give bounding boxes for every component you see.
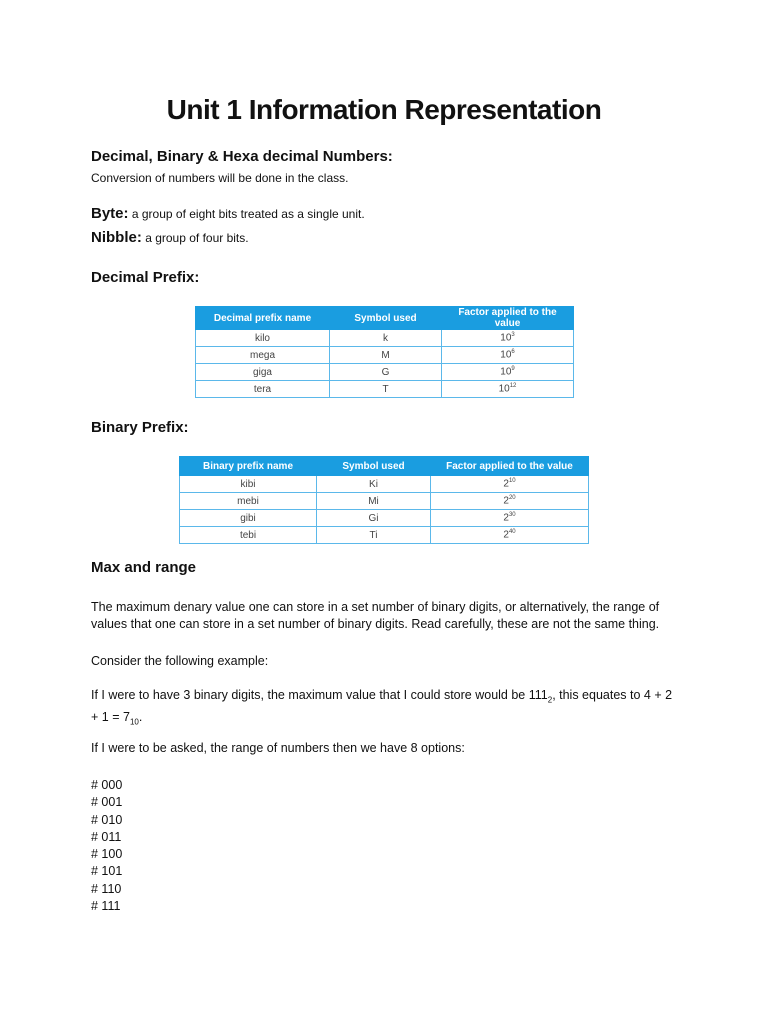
prefix-name-cell: giga bbox=[196, 364, 330, 381]
base-2-subscript: 2 bbox=[547, 695, 553, 705]
factor-base: 10 bbox=[498, 383, 510, 395]
symbol-cell: Ki bbox=[317, 476, 431, 493]
factor-cell bbox=[442, 381, 574, 398]
factor-base: 10 bbox=[500, 366, 512, 378]
nibble-text: a group of four bits. bbox=[145, 231, 249, 245]
symbol-cell: M bbox=[330, 347, 442, 364]
factor-base: 10 bbox=[500, 349, 512, 361]
column-header: Factor applied to the value bbox=[442, 307, 574, 330]
decimal-prefix-table bbox=[195, 306, 574, 398]
range-intro: If I were to be asked, the range of numbers then we have 8 options: bbox=[91, 741, 465, 755]
table-row bbox=[180, 510, 589, 527]
prefix-name-cell: tebi bbox=[180, 527, 317, 544]
max-range-paragraph: The maximum denary value one can store in a set number of binary digits, or alternatively, the range of values that one can store in a set number of binary digits. Read carefully, these are not the same thing. bbox=[91, 600, 660, 631]
byte-text: a group of eight bits treated as a single unit. bbox=[131, 207, 365, 221]
list-item: # 010 bbox=[91, 812, 123, 827]
binary-prefix-table bbox=[179, 456, 589, 544]
factor-cell bbox=[442, 364, 574, 381]
symbol-cell: T bbox=[330, 381, 442, 398]
table-row bbox=[180, 476, 589, 493]
decimal-prefix-heading: Decimal Prefix: bbox=[91, 269, 200, 286]
numbers-note: Conversion of numbers will be done in the class. bbox=[91, 171, 349, 185]
factor-exponent: 40 bbox=[508, 529, 516, 536]
nibble-definition bbox=[91, 229, 249, 246]
factor-cell bbox=[442, 347, 574, 364]
example-text-a: If I were to have 3 binary digits, the maximum value that I could store would be 111 bbox=[91, 688, 548, 702]
factor-cell bbox=[431, 527, 589, 544]
factor-exponent: 9 bbox=[511, 366, 515, 373]
page-title: Unit 1 Information Representation bbox=[166, 94, 602, 125]
column-header: Symbol used bbox=[330, 307, 442, 330]
list-item: # 000 bbox=[91, 778, 123, 792]
table-row bbox=[196, 364, 574, 381]
byte-definition bbox=[91, 205, 365, 222]
numbers-heading: Decimal, Binary & Hexa decimal Numbers: bbox=[91, 148, 393, 165]
column-header: Decimal prefix name bbox=[196, 307, 330, 330]
column-header: Symbol used bbox=[317, 457, 431, 476]
prefix-name-cell: tera bbox=[196, 381, 330, 398]
table-header-row bbox=[180, 457, 589, 476]
factor-exponent: 30 bbox=[508, 512, 516, 519]
binary-prefix-heading: Binary Prefix: bbox=[91, 419, 189, 436]
symbol-cell: G bbox=[330, 364, 442, 381]
binary-options-list bbox=[91, 777, 122, 915]
byte-term: Byte: bbox=[91, 205, 129, 222]
base-10-subscript: 10 bbox=[129, 717, 139, 726]
factor-cell bbox=[431, 476, 589, 493]
table-row bbox=[180, 527, 589, 544]
factor-base: 2 bbox=[503, 495, 509, 507]
symbol-cell: Gi bbox=[317, 510, 431, 527]
example-text-b: , this equates to 4 + 2 + 1 = 7 bbox=[91, 688, 673, 724]
max-range-heading: Max and range bbox=[91, 559, 197, 576]
column-header: Factor applied to the value bbox=[431, 457, 589, 476]
factor-exponent: 6 bbox=[511, 349, 515, 356]
factor-cell bbox=[442, 330, 574, 347]
list-item: # 100 bbox=[91, 847, 123, 862]
list-item: # 101 bbox=[91, 864, 123, 879]
list-item: # 011 bbox=[91, 829, 122, 844]
factor-exponent: 20 bbox=[508, 495, 516, 502]
column-header: Binary prefix name bbox=[180, 457, 317, 476]
prefix-name-cell: gibi bbox=[180, 510, 317, 527]
nibble-term: Nibble: bbox=[91, 229, 142, 246]
table-header-row bbox=[196, 307, 574, 330]
factor-cell bbox=[431, 510, 589, 527]
prefix-name-cell: kilo bbox=[196, 330, 330, 347]
list-item: # 001 bbox=[91, 795, 123, 810]
factor-base: 2 bbox=[503, 512, 509, 524]
table-row bbox=[180, 493, 589, 510]
factor-base: 10 bbox=[500, 332, 512, 344]
example-text-c: . bbox=[138, 709, 143, 724]
factor-base: 2 bbox=[503, 529, 509, 541]
factor-exponent: 10 bbox=[508, 478, 516, 485]
example-paragraph bbox=[91, 687, 681, 730]
factor-base: 2 bbox=[503, 478, 509, 490]
symbol-cell: Mi bbox=[317, 493, 431, 510]
table-row bbox=[196, 381, 574, 398]
prefix-name-cell: kibi bbox=[180, 476, 317, 493]
list-item: # 110 bbox=[91, 881, 122, 896]
table-row bbox=[196, 347, 574, 364]
table-row bbox=[196, 330, 574, 347]
factor-exponent: 3 bbox=[511, 332, 515, 339]
example-intro: Consider the following example: bbox=[91, 654, 269, 668]
prefix-name-cell: mebi bbox=[180, 493, 317, 510]
symbol-cell: k bbox=[330, 330, 442, 347]
factor-exponent: 12 bbox=[509, 383, 517, 390]
list-item: # 111 bbox=[91, 899, 121, 914]
factor-cell bbox=[431, 493, 589, 510]
prefix-name-cell: mega bbox=[196, 347, 330, 364]
symbol-cell: Ti bbox=[317, 527, 431, 544]
